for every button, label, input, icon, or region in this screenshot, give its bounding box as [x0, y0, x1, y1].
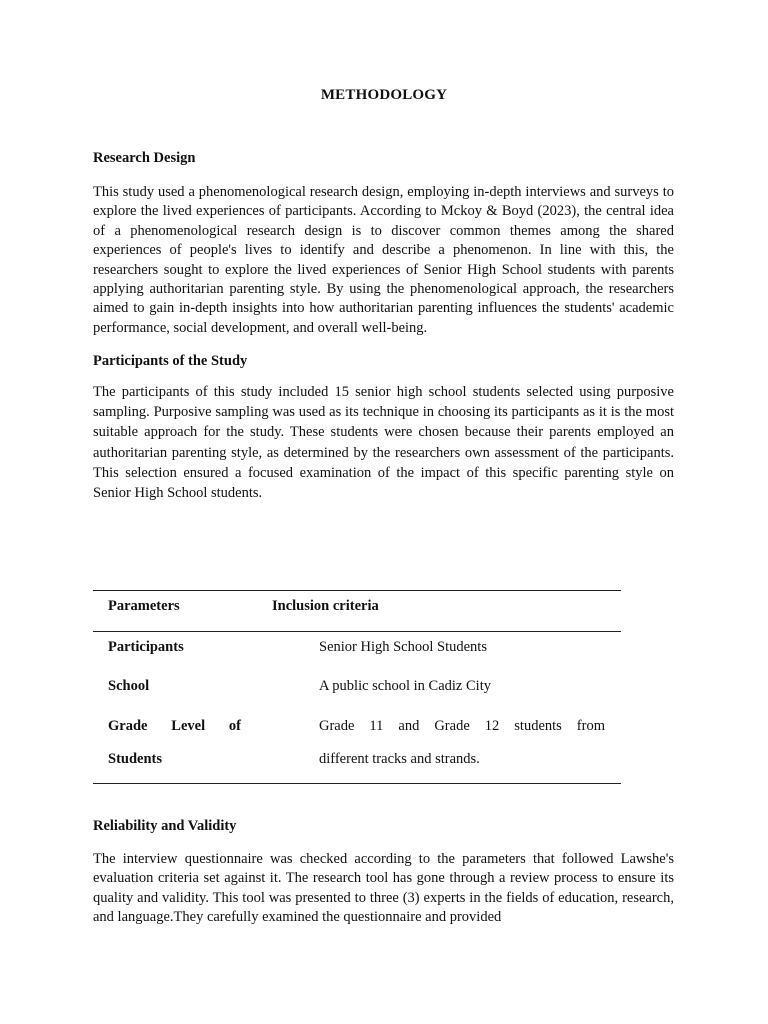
- table-header-parameters: Parameters: [108, 598, 180, 614]
- table-row-grade-criteria-line1: Grade 11 and Grade 12 students from: [319, 718, 605, 734]
- table-header-rule: [93, 631, 621, 632]
- page-title: METHODOLOGY: [320, 87, 448, 103]
- table-row-grade-parameter-line2: Students: [108, 751, 162, 767]
- research-design-paragraph: This study used a phenomenological research design, employing in-depth interviews and surveys to explore the lived experiences of participants. According to Mckoy & Boyd (2023), the central idea of a phenomenological research design is to discover common themes among the shared experiences of people's lives to identify and describe a phenomenon. In line with this, the researchers sought to explore the lived experiences of Senior High School students with parents applying authoritarian parenting style. By using the phenomenological approach, the researchers aimed to gain in-depth insights into how authoritarian parenting influences the students' academic performance, social development, and overall well-being.: [93, 184, 674, 336]
- table-row-grade-parameter-line1: Grade Level of: [108, 718, 241, 734]
- table-bottom-rule: [93, 783, 621, 784]
- inclusion-criteria-table: [93, 590, 621, 784]
- table-top-rule: [93, 590, 621, 591]
- table-row-participants-parameter: Participants: [108, 639, 184, 655]
- participants-heading: Participants of the Study: [93, 353, 248, 369]
- table-header-criteria: Inclusion criteria: [272, 598, 379, 614]
- research-design-heading: Research Design: [93, 150, 196, 166]
- table-row-grade-criteria-line2: different tracks and strands.: [319, 751, 480, 767]
- reliability-heading: Reliability and Validity: [93, 818, 237, 834]
- table-row-participants-criteria: Senior High School Students: [319, 639, 487, 655]
- participants-paragraph: The participants of this study included 15 senior high school students selected using purposive sampling. Purposive sampling was used as its technique in choosing its participants as it is the most suitable approach for the study. These students were chosen because their parents employed an authoritarian parenting style, as determined by the researchers own assessment of the participants. This selection ensured a focused examination of the impact of this specific parenting style on Senior High School students.: [93, 384, 674, 502]
- table-row-school-parameter: School: [108, 678, 150, 694]
- reliability-paragraph: The interview questionnaire was checked according to the parameters that followed Lawshe's evaluation criteria set against it. The research tool has gone through a review process to ensure its quality and validity. This tool was presented to three (3) experts in the fields of education, research, and language.They carefully examined the questionnaire and provided: [93, 851, 674, 926]
- table-row-school-criteria: A public school in Cadiz City: [319, 678, 491, 694]
